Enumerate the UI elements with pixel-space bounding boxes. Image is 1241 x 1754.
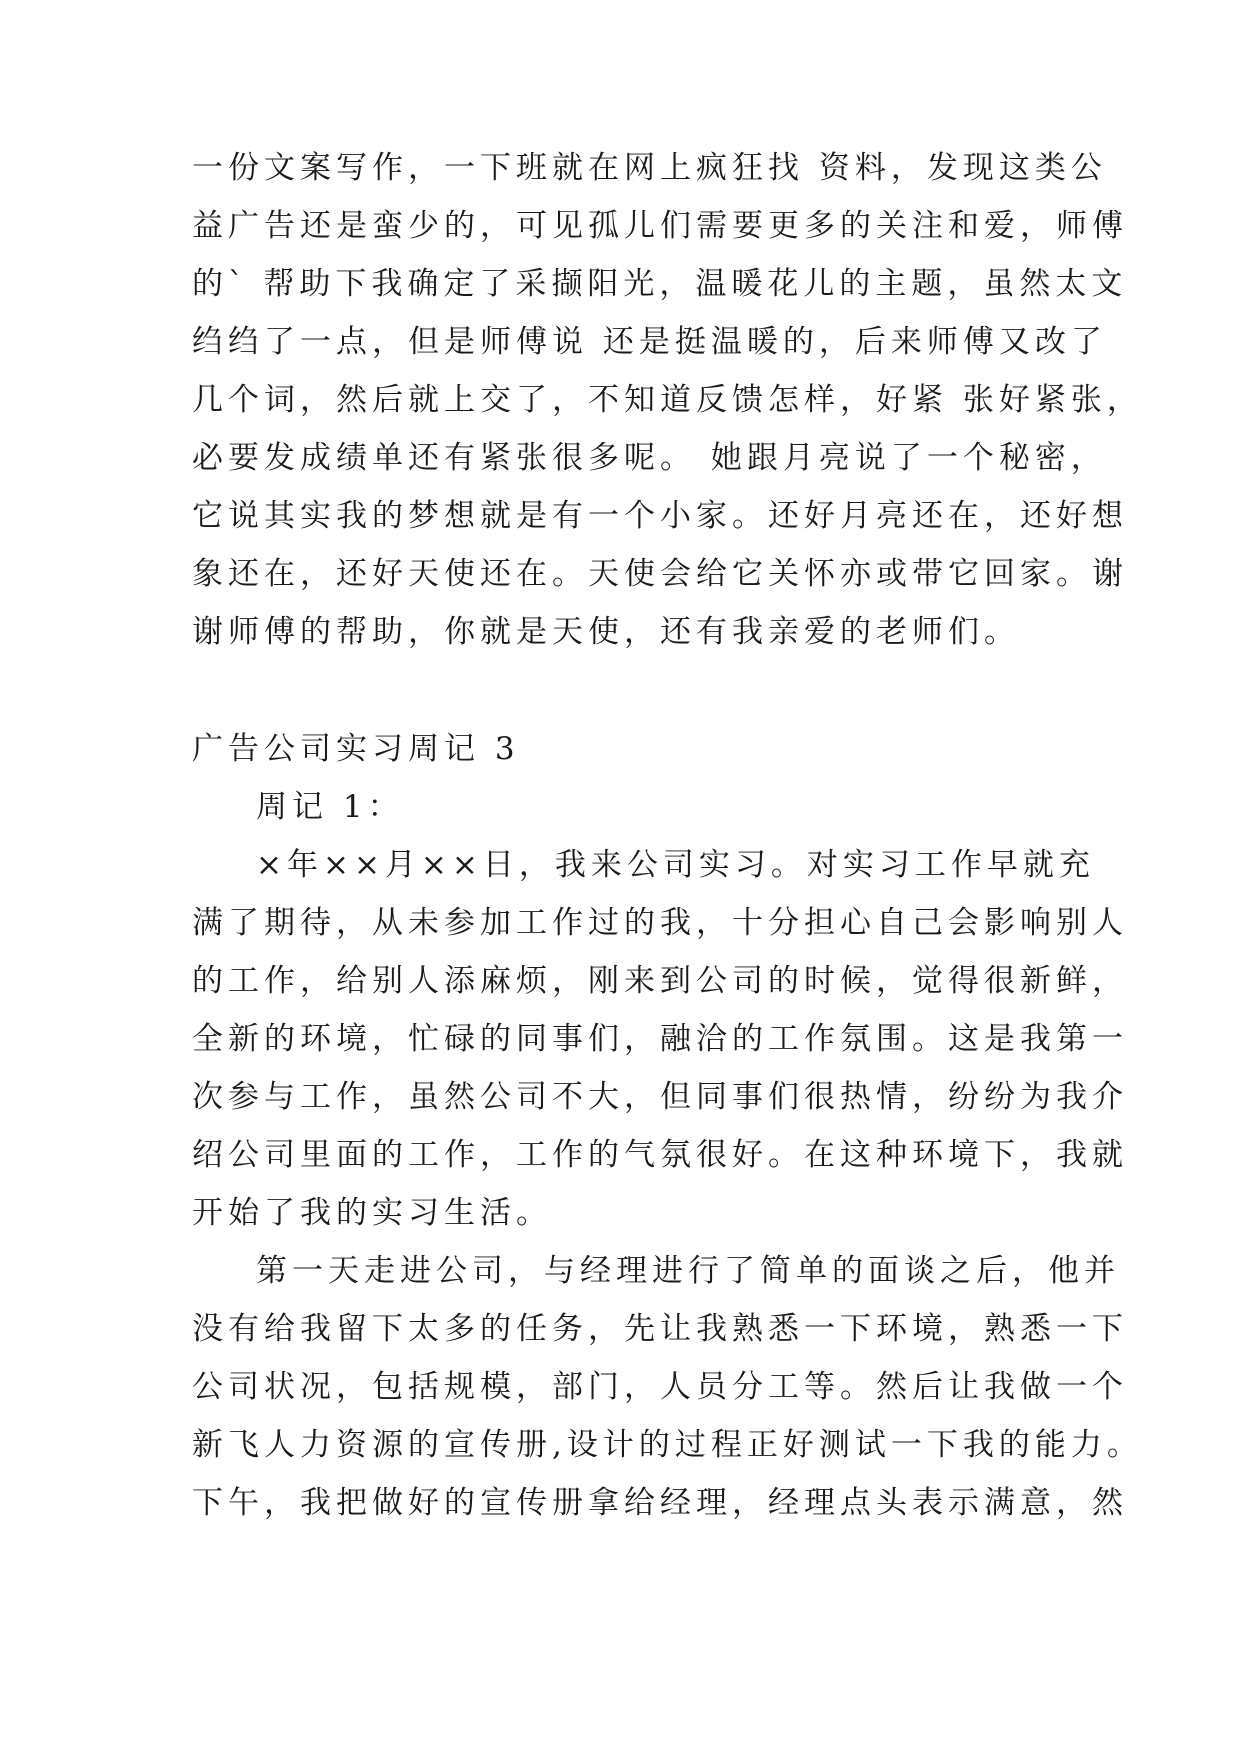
- text-line: 它说其实我的梦想就是有一个小家。还好月亮还在，还好想: [192, 498, 1128, 534]
- paragraph-line: 的工作，给别人添麻烦，刚来到公司的时候，觉得很新鲜，: [192, 963, 1128, 999]
- paragraph-line: 没有给我留下太多的任务，先让我熟悉一下环境，熟悉一下: [192, 1311, 1128, 1347]
- paragraph-line: ×年××月××日，我来公司实习。对实习工作早就充: [256, 847, 1095, 883]
- text-line: 的` 帮助下我确定了采撷阳光，温暖花儿的主题，虽然太文: [192, 266, 1128, 302]
- text-line: 绉绉了一点，但是师傅说 还是挺温暖的，后来师傅又改了: [192, 324, 1107, 360]
- text-line: 几个词，然后就上交了，不知道反馈怎样，好紧 张好紧张，: [192, 382, 1143, 418]
- paragraph-line: 全新的环境，忙碌的同事们，融洽的工作氛围。这是我第一: [192, 1021, 1128, 1057]
- section-subheading: 周记 1：: [256, 789, 404, 825]
- paragraph-line: 次参与工作，虽然公司不大，但同事们很热情，纷纷为我介: [192, 1079, 1128, 1115]
- text-line: 必要发成绩单还有紧张很多呢。 她跟月亮说了一个秘密，: [192, 440, 1107, 476]
- text-line: 益广告还是蛮少的，可见孤儿们需要更多的关注和爱，师傅: [192, 208, 1128, 244]
- paragraph-line: 满了期待，从未参加工作过的我，十分担心自己会影响别人: [192, 905, 1128, 941]
- paragraph-line: 下午，我把做好的宣传册拿给经理，经理点头表示满意，然: [192, 1485, 1128, 1521]
- paragraph-line: 开始了我的实习生活。: [192, 1195, 552, 1231]
- text-line: 谢师傅的帮助，你就是天使，还有我亲爱的老师们。: [192, 614, 1020, 650]
- paragraph-line: 公司状况，包括规模，部门，人员分工等。然后让我做一个: [192, 1369, 1128, 1405]
- section-heading: 广告公司实习周记 3: [192, 731, 520, 767]
- paragraph-line: 绍公司里面的工作，工作的气氛很好。在这种环境下，我就: [192, 1137, 1128, 1173]
- paragraph-line: 第一天走进公司，与经理进行了简单的面谈之后，他并: [256, 1253, 1120, 1289]
- paragraph-line: 新飞人力资源的宣传册,设计的过程正好测试一下我的能力。: [192, 1427, 1143, 1463]
- text-line: 一份文案写作，一下班就在网上疯狂找 资料，发现这类公: [192, 150, 1107, 186]
- text-line: 象还在，还好天使还在。天使会给它关怀亦或带它回家。谢: [192, 556, 1128, 592]
